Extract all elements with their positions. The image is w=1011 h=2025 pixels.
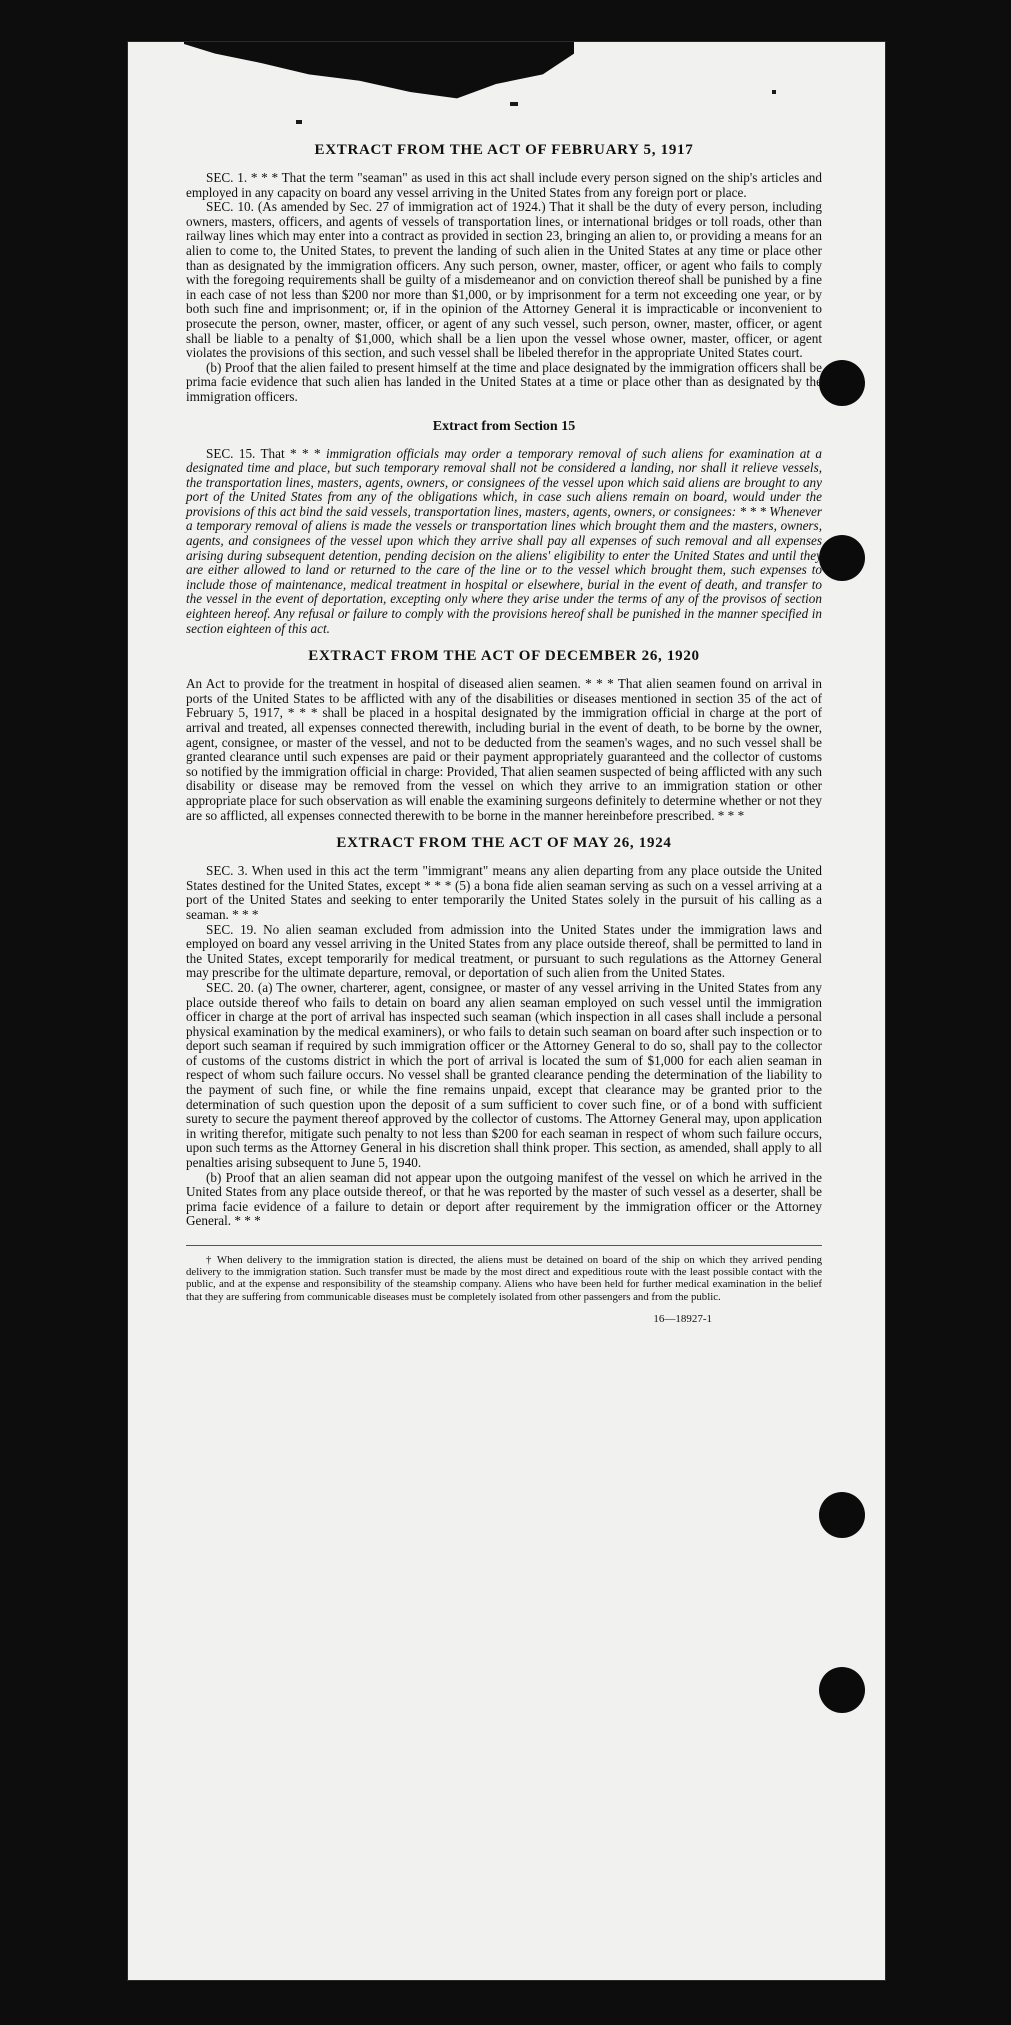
speck [510,102,518,106]
section-heading: EXTRACT FROM THE ACT OF MAY 26, 1924 [336,835,672,852]
punch-hole [819,535,865,581]
section-heading: EXTRACT FROM THE ACT OF DECEMBER 26, 1920 [308,648,700,665]
document-page [128,42,885,1980]
lead-text: SEC. 15. That * * * [206,445,321,461]
section-heading: EXTRACT FROM THE ACT OF FEBRUARY 5, 1917 [314,142,694,158]
paragraph: SEC. 19. No alien seaman excluded from admission into the United States under the immigration laws and employed on board any vessel arriving in the United States from any place outside thereof, shall be permitted to land in the United States, except temporarily for medical treatment, or pursuant to such regulations as the Attorney General may prescribe for the ultimate departure, removal, or deportation of such alien from the United States. [186,921,822,981]
speck [296,120,302,124]
punch-hole [819,1667,865,1713]
punch-hole [819,360,865,406]
italic-text: immigration officials may order a temporary removal of such aliens for examination at a designated time and place, but such temporary removal shall not be considered a landing, nor shall it relieve vessels, the transportation lines, masters, agents, owners, or consignees of the vessel upon which said aliens are brought to any port of the United States from any of the obligations which, in case such aliens remain on board, would under the provisions of this act bind the said vessels, transportation lines, masters, agents, owners, or consignees: * * * Whenever a temporary removal of aliens is made the vessels or transportation lines which brought them and the masters, owners, agents, and consignees of the vessel upon which they arrive shall pay all expenses of such removal and all expenses arising during subsequent detention, pending decision on the aliens' eligibility to enter the United States and until they are either allowed to land or returned to the care of the line or to the vessel which brought them, such expenses to include those of maintenance, medical treatment in hospital or elsewhere, burial in the event of death, and transfer to the vessel in the event of deportation, excepting only where they arise under the terms of any of the provisos of section eighteen hereof. Any refusal or failure to comply with the provisions hereof shall be punished in the manner specified in section eighteen of this act. [186,445,823,636]
speck [772,90,776,94]
footnote-text: † When delivery to the immigration station is directed, the aliens must be detained on board of the ship on which they arrived pending delivery to the immigration station. Such transfer must be made by the most direct and expeditious route with the least possible contact with the public, and at the expense and responsibility of the steamship company. Aliens who have been held for further medical examination in the belief that they are suffering from communicable diseases must be completely isolated from other passengers and from the public. [186,1254,822,1303]
footnote [186,1245,822,1303]
punch-hole [819,1492,865,1538]
paragraph: SEC. 1. * * * That the term "seaman" as used in this act shall include every person signed on the ship's articles and employed in any capacity on board any vessel arriving in the United States from any foreign port or place. [186,170,822,200]
paragraph: (b) Proof that an alien seaman did not appear upon the outgoing manifest of the vessel on which he arrived in the United States from any place outside thereof, or that he was reported by the master of such vessel as a deserter, shall be prima facie evidence of a failure to detain or deport after requirement by the immigration officer or the Attorney General. * * * [186,1169,822,1229]
document-body [186,142,822,1325]
paragraph: SEC. 10. (As amended by Sec. 27 of immigration act of 1924.) That it shall be the duty of every person, including owners, masters, officers, and agents of vessels of transportation lines, or international bridges or toll roads, other than railway lines which may enter into a contract as provided in section 23, bringing an alien to, or providing a means for an alien to come to, the United States, to prevent the landing of such alien in the United States at any time or place other than as designated by the immigration officers. Any such person, owner, master, officer, or agent who fails to comply with the foregoing requirements shall be guilty of a misdemeanor and on conviction thereof shall be punished by a fine in each case of not less than $200 nor more than $1,000, or by imprisonment for a term not exceeding one year, or by both such fine and imprisonment; or, if in the opinion of the Attorney General it is impracticable or inconvenient to prosecute the person, owner, master, officer, or agent of any such vessel, such person, owner, master, officer, or agent shall be liable to a penalty of $1,000, which shall be a lien upon the vessel whose owner, master, officer, or agent violates the provisions of this section, and such vessel shall be libeled therefor in the appropriate United States court. [186,199,822,361]
paragraph: (b) Proof that the alien failed to present himself at the time and place designated by the immigration officers shall be prima facie evidence that such alien has landed in the United States at a time or place other than as designated by the immigration officers. [186,359,822,404]
paragraph [186,447,822,637]
form-number: 16—18927-1 [653,1312,712,1325]
paragraph: An Act to provide for the treatment in hospital of diseased alien seamen. * * * That alien seamen found on arrival in ports of the United States to be afflicted with any of the disabilities or diseases mentioned in section 35 of the act of February 5, 1917, * * * shall be placed in a hospital designated by the immigration official in charge at the port of arrival and treated, all expenses connected therewith, including burial in the event of death, to be borne by the owner, agent, consignee, or master of the vessel, and not to be deducted from the seamen's wages, and no such vessel shall be granted clearance until such expenses are paid or their payment appropriately guaranteed and the collector of customs so notified by the immigration official in charge: Provided, That alien seamen suspected of being afflicted with any such disability or disease may be removed from the vessel on which they arrive to an immigration station or other appropriate place for such observation as will enable the examining surgeons definitely to determine whether or not they are so afflicted, all expenses connected therewith to be borne in the manner hereinbefore prescribed. * * * [186,676,822,823]
paragraph: SEC. 3. When used in this act the term "immigrant" means any alien departing from any place outside the United States destined for the United States, except * * * (5) a bona fide alien seaman serving as such on a vessel arriving at a port of the United States and seeking to enter temporarily the United States solely in the pursuit of his calling as a seaman. * * * [186,863,822,922]
paragraph: SEC. 20. (a) The owner, charterer, agent, consignee, or master of any vessel arriving in the United States from any place outside thereof who fails to detain on board any alien seaman employed on such vessel until the immigration officer in charge at the port of arrival has inspected such seaman (which inspection in all cases shall include a personal physical examination by the medical examiners), or who fails to detain such seaman on board after such inspection or to deport such seaman if required by such immigration officer or the Attorney General to do so, shall pay to the collector of customs of the customs district in which the port of arrival is located the sum of $1,000 for each alien seaman in respect of whom such failure occurs. No vessel shall be granted clearance pending the determination of the liability to the payment of such fine, or while the fine remains unpaid, except that clearance may be granted prior to the determination of such question upon the deposit of a sum sufficient to cover such fine, or of a bond with sufficient surety to secure the payment thereof approved by the collector of customs. The Attorney General may, upon application in writing therefor, mitigate such penalty to not less than $200 for each seaman in respect of whom such failure occurs, upon such terms as the Attorney General in his discretion shall think proper. This section, as amended, shall apply to all penalties arising subsequent to June 5, 1940. [186,979,822,1171]
subheading: Extract from Section 15 [432,418,576,434]
